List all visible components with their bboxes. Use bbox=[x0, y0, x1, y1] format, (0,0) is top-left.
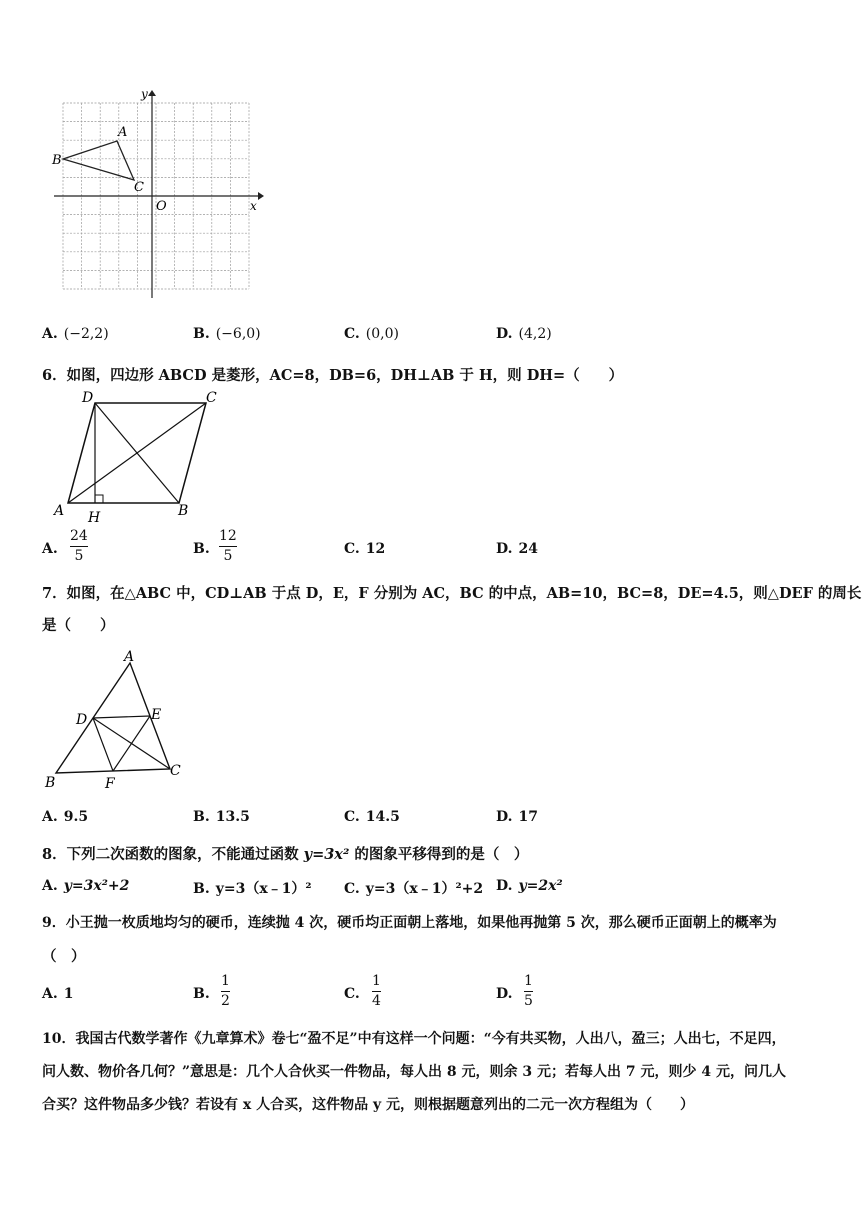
denominator: 5 bbox=[223, 548, 233, 564]
label-b: B bbox=[178, 503, 189, 519]
label-h: H bbox=[88, 510, 101, 526]
option-value: 24 bbox=[518, 541, 538, 557]
triangle-figure bbox=[40, 645, 190, 795]
option-value: y=3（x﹣1）² bbox=[215, 881, 312, 897]
q8-stem-post: 的图象平移得到的是（ ） bbox=[349, 846, 529, 863]
option-letter: A. bbox=[42, 326, 58, 342]
option-letter: B. bbox=[193, 881, 210, 897]
numerator: 1 bbox=[372, 973, 381, 989]
option-value: 17 bbox=[518, 809, 538, 825]
option-value: y=3（x﹣1）²+2 bbox=[365, 881, 484, 897]
option-letter: B. bbox=[193, 541, 210, 557]
q9-option-d[interactable] bbox=[496, 973, 533, 1009]
q6-option-c[interactable] bbox=[344, 541, 385, 557]
numerator: 12 bbox=[219, 528, 237, 544]
x-axis-arrow bbox=[258, 192, 264, 200]
denominator: 5 bbox=[524, 993, 533, 1009]
fraction bbox=[524, 973, 533, 1010]
coordinate-grid-figure bbox=[50, 88, 270, 303]
option-letter: A. bbox=[42, 541, 58, 557]
option-letter: C. bbox=[344, 326, 360, 342]
numerator: 1 bbox=[524, 973, 533, 989]
option-value: 14.5 bbox=[365, 809, 400, 825]
rhombus-figure bbox=[48, 386, 238, 526]
q5-option-d[interactable] bbox=[496, 326, 552, 342]
q9-stem-line1: 9．小王抛一枚质地均匀的硬币，连续抛 4 次，硬币均正面朝上落地，如果他再抛第 5 次，那么硬币正面朝上的概率为 bbox=[42, 915, 777, 931]
fraction bbox=[221, 973, 230, 1010]
numerator: 1 bbox=[221, 973, 230, 989]
denominator: 4 bbox=[372, 993, 381, 1009]
q8-option-c[interactable] bbox=[344, 878, 483, 898]
label-e: E bbox=[151, 707, 162, 723]
q7-option-b[interactable] bbox=[193, 809, 250, 825]
option-letter: C. bbox=[344, 881, 360, 897]
option-letter: D. bbox=[496, 878, 513, 894]
option-value: 1 bbox=[63, 986, 74, 1002]
q9-option-b[interactable] bbox=[193, 973, 230, 1009]
label-d: D bbox=[82, 390, 94, 406]
q5-option-c[interactable] bbox=[344, 326, 399, 342]
q10-stem-line2: 问人数、物价各几何？”意思是：几个人合伙买一件物品，每人出 8 元，则余 3 元；若每人出 7 元，则少 4 元，问几人 bbox=[42, 1064, 787, 1080]
option-letter: B. bbox=[193, 986, 210, 1002]
option-value: (−2,2) bbox=[63, 326, 109, 342]
triangle-abc bbox=[63, 141, 134, 180]
label-c: C bbox=[206, 390, 217, 406]
label-b: B bbox=[45, 775, 56, 791]
q9-option-a[interactable] bbox=[42, 986, 74, 1002]
option-letter: C. bbox=[344, 809, 360, 825]
option-letter: D. bbox=[496, 541, 513, 557]
option-letter: C. bbox=[344, 986, 360, 1002]
q10-stem-line3: 合买？这件物品多少钱？若设有 x 人合买，这件物品 y 元，则根据题意列出的二元一次方程组为（ ） bbox=[42, 1097, 694, 1113]
label-f: F bbox=[105, 776, 115, 792]
label-d: D bbox=[76, 712, 88, 728]
q6-option-b[interactable] bbox=[193, 528, 237, 564]
option-value: y=3x²+2 bbox=[63, 878, 130, 894]
q8-stem-pre: 8．下列二次函数的图象，不能通过函数 bbox=[42, 846, 304, 863]
option-value: (4,2) bbox=[518, 326, 552, 342]
label-x: x bbox=[250, 199, 257, 213]
q5-option-a[interactable] bbox=[42, 326, 109, 342]
q6-option-a[interactable] bbox=[42, 528, 88, 564]
option-letter: C. bbox=[344, 541, 360, 557]
q5-option-b[interactable] bbox=[193, 326, 261, 342]
option-value: y=2x² bbox=[518, 878, 563, 894]
q7-stem-line1: 7．如图，在△ABC 中，CD⊥AB 于点 D，E，F 分别为 AC，BC 的中点，AB=10，BC=8，DE=4.5，则△DEF 的周长 bbox=[42, 585, 862, 602]
option-value: 13.5 bbox=[215, 809, 250, 825]
fraction bbox=[219, 528, 237, 565]
q7-option-d[interactable] bbox=[496, 809, 538, 825]
numerator: 24 bbox=[70, 528, 88, 544]
option-value: 9.5 bbox=[63, 809, 89, 825]
option-letter: B. bbox=[193, 326, 210, 342]
option-letter: A. bbox=[42, 809, 58, 825]
denominator: 2 bbox=[221, 993, 230, 1009]
label-c: C bbox=[170, 763, 181, 779]
label-a: A bbox=[54, 503, 65, 519]
fraction bbox=[70, 528, 88, 565]
fraction bbox=[372, 973, 381, 1010]
q8-stem bbox=[42, 843, 528, 864]
q6-stem: 6．如图，四边形 ABCD 是菱形，AC=8，DB=6，DH⊥AB 于 H，则 DH=（ ） bbox=[42, 367, 624, 384]
label-y: y bbox=[141, 88, 148, 101]
q9-option-c[interactable] bbox=[344, 973, 381, 1009]
option-letter: A. bbox=[42, 878, 58, 894]
q7-stem-line2: 是（ ） bbox=[42, 617, 115, 634]
q10-stem-line1: 10．我国古代数学著作《九章算术》卷七“盈不足”中有这样一个问题：“今有共买物，人出八，盈三；人出七，不足四， bbox=[42, 1031, 786, 1047]
q9-stem-line2: （ ） bbox=[42, 948, 86, 965]
option-value: 12 bbox=[365, 541, 386, 557]
label-a: A bbox=[124, 649, 135, 665]
option-letter: A. bbox=[42, 986, 58, 1002]
q8-function: y=3x² bbox=[303, 846, 350, 863]
label-a: A bbox=[118, 125, 128, 140]
q6-option-d[interactable] bbox=[496, 541, 538, 557]
label-b: B bbox=[52, 153, 62, 168]
q8-option-b[interactable] bbox=[193, 878, 312, 898]
label-c: C bbox=[134, 180, 144, 195]
q8-option-a[interactable] bbox=[42, 878, 129, 894]
option-letter: D. bbox=[496, 809, 513, 825]
option-letter: D. bbox=[496, 326, 513, 342]
q8-option-d[interactable] bbox=[496, 878, 563, 894]
option-letter: D. bbox=[496, 986, 513, 1002]
q7-option-a[interactable] bbox=[42, 809, 88, 825]
label-o: O bbox=[156, 199, 167, 214]
option-value: (0,0) bbox=[365, 326, 399, 342]
option-value: (−6,0) bbox=[215, 326, 261, 342]
option-letter: B. bbox=[193, 809, 210, 825]
q7-option-c[interactable] bbox=[344, 809, 400, 825]
y-axis-arrow bbox=[148, 90, 156, 96]
denominator: 5 bbox=[74, 548, 84, 564]
